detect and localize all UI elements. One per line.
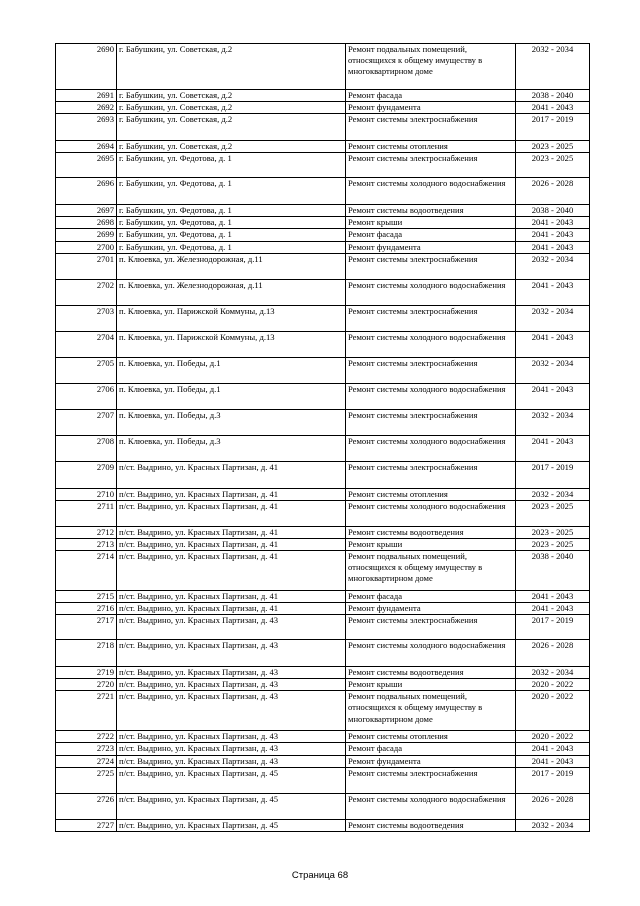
row-number-cell: 2724 (56, 755, 117, 767)
row-number-cell: 2711 (56, 500, 117, 526)
work-type-cell: Ремонт системы электроснабжения (346, 114, 516, 141)
work-type-cell: Ремонт системы холодного водоснабжения (346, 640, 516, 667)
table-row (56, 229, 590, 241)
table-row (56, 590, 590, 602)
work-type-cell: Ремонт фасада (346, 229, 516, 241)
work-type-cell: Ремонт подвальных помещений, относящихся к общему имуществу в многоквартирном доме (346, 550, 516, 590)
table-row (56, 141, 590, 153)
address-cell: п/ст. Выдрино, ул. Красных Партизан, д. 41 (117, 603, 346, 615)
row-number-cell: 2726 (56, 793, 117, 819)
period-cell: 2041 - 2043 (516, 279, 590, 305)
address-cell: п/ст. Выдрино, ул. Красных Партизан, д. 41 (117, 590, 346, 602)
period-cell: 2023 - 2025 (516, 500, 590, 526)
address-cell: п/ст. Выдрино, ул. Красных Партизан, д. 43 (117, 743, 346, 755)
period-cell: 2023 - 2025 (516, 141, 590, 153)
table-row (56, 357, 590, 383)
address-cell: г. Бабушкин, ул. Федотова, д. 1 (117, 241, 346, 253)
table-row (56, 488, 590, 500)
row-number-cell: 2712 (56, 526, 117, 538)
work-type-cell: Ремонт фасада (346, 90, 516, 102)
work-type-cell: Ремонт системы холодного водоснабжения (346, 383, 516, 409)
row-number-cell: 2702 (56, 279, 117, 305)
table-row (56, 241, 590, 253)
work-type-cell: Ремонт подвальных помещений, относящихся к общему имуществу в многоквартирном доме (346, 44, 516, 90)
period-cell: 2041 - 2043 (516, 435, 590, 461)
period-cell: 2032 - 2034 (516, 357, 590, 383)
table-row (56, 90, 590, 102)
period-cell: 2041 - 2043 (516, 603, 590, 615)
address-cell: п/ст. Выдрино, ул. Красных Партизан, д. 43 (117, 640, 346, 667)
table-row (56, 793, 590, 819)
table-row (56, 743, 590, 755)
work-type-cell: Ремонт системы отопления (346, 141, 516, 153)
address-cell: г. Бабушкин, ул. Советская, д.2 (117, 102, 346, 114)
work-type-cell: Ремонт системы электроснабжения (346, 767, 516, 793)
period-cell: 2023 - 2025 (516, 153, 590, 178)
row-number-cell: 2701 (56, 253, 117, 279)
row-number-cell: 2727 (56, 819, 117, 831)
row-number-cell: 2700 (56, 241, 117, 253)
row-number-cell: 2721 (56, 691, 117, 731)
row-number-cell: 2707 (56, 409, 117, 435)
work-type-cell: Ремонт фасада (346, 590, 516, 602)
work-type-cell: Ремонт системы водоотведения (346, 819, 516, 831)
work-type-cell: Ремонт системы водоотведения (346, 205, 516, 217)
row-number-cell: 2714 (56, 550, 117, 590)
period-cell: 2041 - 2043 (516, 331, 590, 357)
address-cell: п. Клюевка, ул. Победы, д.3 (117, 435, 346, 461)
period-cell: 2041 - 2043 (516, 102, 590, 114)
page-number: Страница 68 (291, 870, 349, 881)
work-type-cell: Ремонт системы водоотведения (346, 526, 516, 538)
period-cell: 2032 - 2034 (516, 667, 590, 679)
address-cell: п/ст. Выдрино, ул. Красных Партизан, д. 43 (117, 755, 346, 767)
row-number-cell: 2708 (56, 435, 117, 461)
period-cell: 2041 - 2043 (516, 755, 590, 767)
address-cell: п. Клюевка, ул. Парижской Коммуны, д.13 (117, 305, 346, 331)
row-number-cell: 2698 (56, 217, 117, 229)
address-cell: п. Клюевка, ул. Железнодорожная, д.11 (117, 279, 346, 305)
period-cell: 2023 - 2025 (516, 538, 590, 550)
work-type-cell: Ремонт фундамента (346, 241, 516, 253)
row-number-cell: 2717 (56, 615, 117, 640)
table-row (56, 526, 590, 538)
repair-schedule-table (55, 43, 590, 832)
row-number-cell: 2723 (56, 743, 117, 755)
work-type-cell: Ремонт системы отопления (346, 488, 516, 500)
address-cell: г. Бабушкин, ул. Советская, д.2 (117, 44, 346, 90)
table-row (56, 667, 590, 679)
row-number-cell: 2718 (56, 640, 117, 667)
table-row (56, 603, 590, 615)
period-cell: 2041 - 2043 (516, 217, 590, 229)
table-row (56, 102, 590, 114)
work-type-cell: Ремонт системы холодного водоснабжения (346, 793, 516, 819)
row-number-cell: 2699 (56, 229, 117, 241)
address-cell: п/ст. Выдрино, ул. Красных Партизан, д. 45 (117, 767, 346, 793)
work-type-cell: Ремонт системы электроснабжения (346, 409, 516, 435)
address-cell: г. Бабушкин, ул. Федотова, д. 1 (117, 205, 346, 217)
period-cell: 2038 - 2040 (516, 550, 590, 590)
period-cell: 2041 - 2043 (516, 590, 590, 602)
row-number-cell: 2693 (56, 114, 117, 141)
work-type-cell: Ремонт крыши (346, 217, 516, 229)
work-type-cell: Ремонт системы электроснабжения (346, 305, 516, 331)
work-type-cell: Ремонт системы холодного водоснабжения (346, 178, 516, 205)
table-row (56, 500, 590, 526)
row-number-cell: 2697 (56, 205, 117, 217)
period-cell: 2023 - 2025 (516, 526, 590, 538)
table-row (56, 767, 590, 793)
period-cell: 2038 - 2040 (516, 90, 590, 102)
work-type-cell: Ремонт фундамента (346, 603, 516, 615)
row-number-cell: 2690 (56, 44, 117, 90)
address-cell: п/ст. Выдрино, ул. Красных Партизан, д. 43 (117, 615, 346, 640)
row-number-cell: 2691 (56, 90, 117, 102)
table-row (56, 550, 590, 590)
work-type-cell: Ремонт системы холодного водоснабжения (346, 500, 516, 526)
work-type-cell: Ремонт системы холодного водоснабжения (346, 279, 516, 305)
address-cell: г. Бабушкин, ул. Федотова, д. 1 (117, 178, 346, 205)
address-cell: п/ст. Выдрино, ул. Красных Партизан, д. 45 (117, 793, 346, 819)
row-number-cell: 2695 (56, 153, 117, 178)
period-cell: 2017 - 2019 (516, 615, 590, 640)
address-cell: п. Клюевка, ул. Парижской Коммуны, д.13 (117, 331, 346, 357)
row-number-cell: 2710 (56, 488, 117, 500)
table-row (56, 640, 590, 667)
work-type-cell: Ремонт системы холодного водоснабжения (346, 331, 516, 357)
period-cell: 2032 - 2034 (516, 253, 590, 279)
row-number-cell: 2704 (56, 331, 117, 357)
period-cell: 2041 - 2043 (516, 743, 590, 755)
address-cell: п/ст. Выдрино, ул. Красных Партизан, д. 41 (117, 461, 346, 488)
table-row (56, 279, 590, 305)
table-row (56, 731, 590, 743)
period-cell: 2038 - 2040 (516, 205, 590, 217)
address-cell: г. Бабушкин, ул. Советская, д.2 (117, 141, 346, 153)
work-type-cell: Ремонт фундамента (346, 102, 516, 114)
address-cell: г. Бабушкин, ул. Федотова, д. 1 (117, 153, 346, 178)
table-row (56, 691, 590, 731)
work-type-cell: Ремонт системы электроснабжения (346, 461, 516, 488)
row-number-cell: 2719 (56, 667, 117, 679)
period-cell: 2032 - 2034 (516, 409, 590, 435)
address-cell: г. Бабушкин, ул. Федотова, д. 1 (117, 229, 346, 241)
address-cell: п. Клюевка, ул. Победы, д.1 (117, 357, 346, 383)
row-number-cell: 2706 (56, 383, 117, 409)
table-body (56, 44, 590, 832)
work-type-cell: Ремонт крыши (346, 538, 516, 550)
period-cell: 2026 - 2028 (516, 178, 590, 205)
period-cell: 2020 - 2022 (516, 731, 590, 743)
work-type-cell: Ремонт подвальных помещений, относящихся к общему имуществу в многоквартирном доме (346, 691, 516, 731)
table-row (56, 217, 590, 229)
work-type-cell: Ремонт системы электроснабжения (346, 253, 516, 279)
address-cell: п. Клюевка, ул. Победы, д.3 (117, 409, 346, 435)
row-number-cell: 2715 (56, 590, 117, 602)
table-row (56, 409, 590, 435)
address-cell: п/ст. Выдрино, ул. Красных Партизан, д. 45 (117, 819, 346, 831)
address-cell: г. Бабушкин, ул. Федотова, д. 1 (117, 217, 346, 229)
row-number-cell: 2713 (56, 538, 117, 550)
row-number-cell: 2709 (56, 461, 117, 488)
address-cell: г. Бабушкин, ул. Советская, д.2 (117, 114, 346, 141)
row-number-cell: 2692 (56, 102, 117, 114)
address-cell: п/ст. Выдрино, ул. Красных Партизан, д. 41 (117, 488, 346, 500)
work-type-cell: Ремонт фундамента (346, 755, 516, 767)
address-cell: п/ст. Выдрино, ул. Красных Партизан, д. 43 (117, 691, 346, 731)
period-cell: 2041 - 2043 (516, 229, 590, 241)
table-row (56, 305, 590, 331)
table-row (56, 178, 590, 205)
period-cell: 2017 - 2019 (516, 461, 590, 488)
work-type-cell: Ремонт системы электроснабжения (346, 615, 516, 640)
table-row (56, 615, 590, 640)
work-type-cell: Ремонт фасада (346, 743, 516, 755)
period-cell: 2041 - 2043 (516, 241, 590, 253)
address-cell: п/ст. Выдрино, ул. Красных Партизан, д. 43 (117, 679, 346, 691)
row-number-cell: 2694 (56, 141, 117, 153)
row-number-cell: 2722 (56, 731, 117, 743)
work-type-cell: Ремонт системы холодного водоснабжения (346, 435, 516, 461)
period-cell: 2017 - 2019 (516, 114, 590, 141)
period-cell: 2026 - 2028 (516, 640, 590, 667)
period-cell: 2032 - 2034 (516, 819, 590, 831)
period-cell: 2017 - 2019 (516, 767, 590, 793)
table-row (56, 253, 590, 279)
period-cell: 2032 - 2034 (516, 488, 590, 500)
address-cell: п. Клюевка, ул. Победы, д.1 (117, 383, 346, 409)
table-row (56, 114, 590, 141)
period-cell: 2041 - 2043 (516, 383, 590, 409)
table-row (56, 461, 590, 488)
table-row (56, 383, 590, 409)
row-number-cell: 2716 (56, 603, 117, 615)
table-row (56, 679, 590, 691)
address-cell: п/ст. Выдрино, ул. Красных Партизан, д. 41 (117, 526, 346, 538)
period-cell: 2026 - 2028 (516, 793, 590, 819)
address-cell: п/ст. Выдрино, ул. Красных Партизан, д. 41 (117, 500, 346, 526)
period-cell: 2032 - 2034 (516, 305, 590, 331)
table-row (56, 819, 590, 831)
table-row (56, 435, 590, 461)
address-cell: п/ст. Выдрино, ул. Красных Партизан, д. 41 (117, 550, 346, 590)
period-cell: 2032 - 2034 (516, 44, 590, 90)
address-cell: п/ст. Выдрино, ул. Красных Партизан, д. 41 (117, 538, 346, 550)
address-cell: п/ст. Выдрино, ул. Красных Партизан, д. 43 (117, 731, 346, 743)
table-row (56, 331, 590, 357)
work-type-cell: Ремонт системы водоотведения (346, 667, 516, 679)
row-number-cell: 2703 (56, 305, 117, 331)
address-cell: г. Бабушкин, ул. Советская, д.2 (117, 90, 346, 102)
address-cell: п/ст. Выдрино, ул. Красных Партизан, д. 43 (117, 667, 346, 679)
table-row (56, 538, 590, 550)
address-cell: п. Клюевка, ул. Железнодорожная, д.11 (117, 253, 346, 279)
table-row (56, 153, 590, 178)
row-number-cell: 2725 (56, 767, 117, 793)
row-number-cell: 2696 (56, 178, 117, 205)
table-row (56, 205, 590, 217)
work-type-cell: Ремонт системы электроснабжения (346, 357, 516, 383)
period-cell: 2020 - 2022 (516, 691, 590, 731)
table-row (56, 44, 590, 90)
work-type-cell: Ремонт системы отопления (346, 731, 516, 743)
row-number-cell: 2705 (56, 357, 117, 383)
period-cell: 2020 - 2022 (516, 679, 590, 691)
work-type-cell: Ремонт крыши (346, 679, 516, 691)
work-type-cell: Ремонт системы электроснабжения (346, 153, 516, 178)
row-number-cell: 2720 (56, 679, 117, 691)
table-row (56, 755, 590, 767)
